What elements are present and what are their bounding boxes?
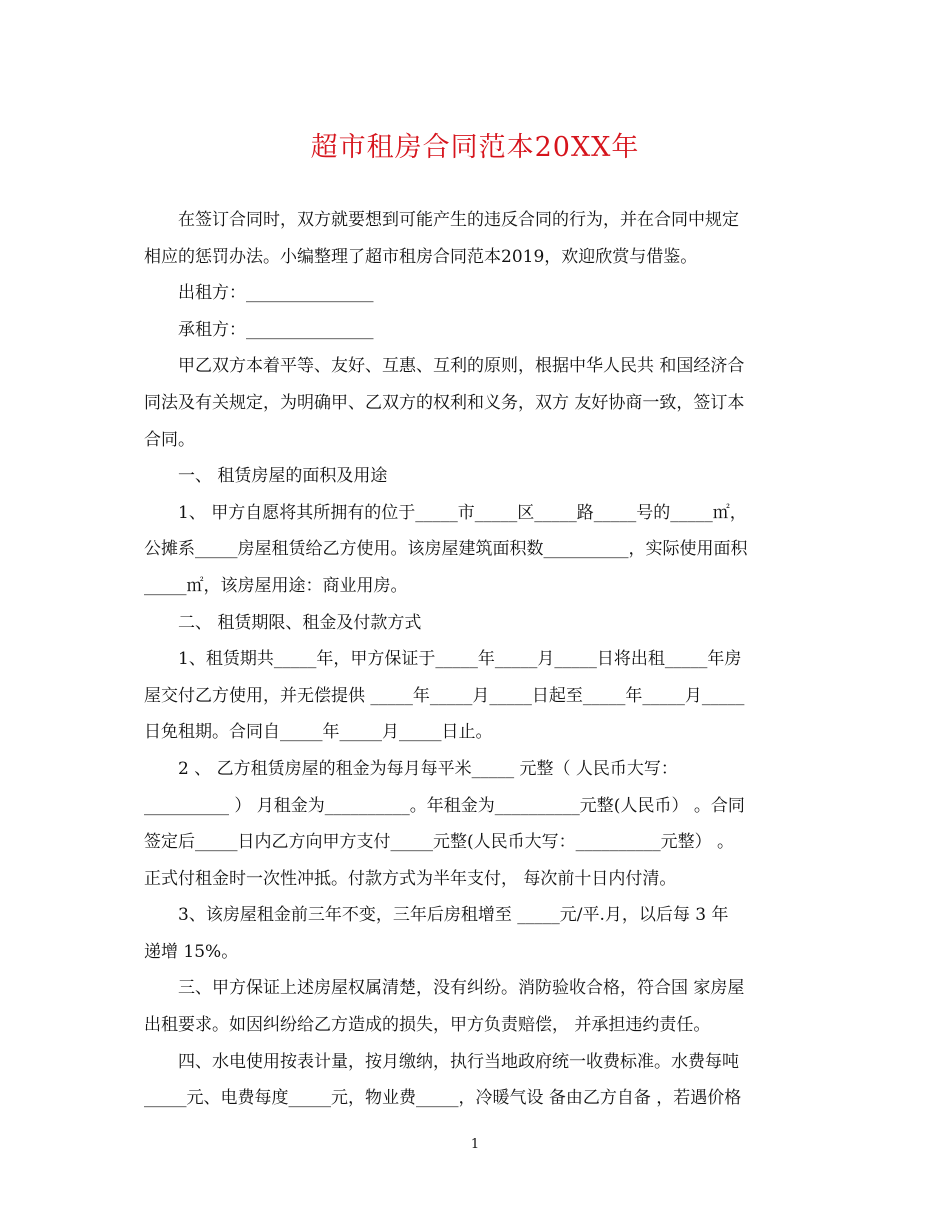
page-title: 超市租房合同范本20XX年 xyxy=(310,132,640,163)
paragraph-line: 承租方：_______________ xyxy=(178,319,374,340)
document-body xyxy=(144,202,808,1117)
paragraph-line: _____元、电费每度_____元，物业费_____，冷暖气设 备由乙方自备 ，若遇价格 xyxy=(144,1088,742,1109)
paragraph-line: 二、 租赁期限、租金及付款方式 xyxy=(178,612,422,633)
paragraph-line: 四、水电使用按表计量，按月缴纳，执行当地政府统一收费标准。水费每吨 xyxy=(178,1051,739,1072)
paragraph-line: 1、租赁期共_____年，甲方保证于_____年_____月_____日将出租_____年房 xyxy=(178,649,742,670)
paragraph xyxy=(144,495,808,605)
paragraph xyxy=(144,751,808,897)
paragraph xyxy=(144,897,808,970)
paragraph-line: 日免租期。合同自_____年_____月_____日止。 xyxy=(144,722,493,743)
paragraph-line: 3、该房屋租金前三年不变，三年后房租增至 _____元/平.月，以后每 3 年 xyxy=(178,905,729,926)
paragraph-line: 正式付租金时一次性冲抵。付款方式为半年支付， 每次前十日内付清。 xyxy=(144,868,677,889)
paragraph-line: 签定后_____日内乙方向甲方支付_____元整(人民币大写：__________元整） 。 xyxy=(144,832,735,853)
paragraph xyxy=(144,312,808,349)
paragraph-line: 公摊系_____房屋租赁给乙方使用。该房屋建筑面积数__________，实际使用面积 xyxy=(144,539,748,560)
paragraph-line: 在签订合同时，双方就要想到可能产生的违反合同的行为，并在合同中规定 xyxy=(178,210,739,230)
paragraph xyxy=(144,970,808,1043)
paragraph-line: 一、 租赁房屋的面积及用途 xyxy=(178,466,388,487)
paragraph-line: 屋交付乙方使用，并无偿提供 _____年_____月_____日起至_____年_____月_____ xyxy=(144,685,745,706)
paragraph xyxy=(144,1044,808,1117)
paragraph xyxy=(144,641,808,751)
paragraph-line: 2 、 乙方租赁房屋的租金为每月每平米_____ 元整（ 人民币大写： xyxy=(178,758,678,779)
paragraph-line: 甲乙双方本着平等、友好、互惠、互利的原则，根据中华人民共 和国经济合 xyxy=(178,356,745,377)
paragraph-line: 出租要求。如因纠纷给乙方造成的损失，甲方负责赔偿， 并承担违约责任。 xyxy=(144,1015,711,1036)
page-number: 1 xyxy=(470,1137,480,1152)
paragraph-line: 1、 甲方自愿将其所拥有的位于_____市_____区_____路_____号的_____㎡， xyxy=(178,502,747,523)
paragraph-line: _____㎡，该房屋用途：商业用房。 xyxy=(144,575,408,596)
paragraph xyxy=(144,348,808,458)
paragraph xyxy=(144,605,808,642)
paragraph-line: 合同。 xyxy=(144,429,195,450)
paragraph-line: 相应的惩罚办法。小编整理了超市租房合同范本2019，欢迎欣赏与借鉴。 xyxy=(144,246,698,267)
paragraph-line: 三、甲方保证上述房屋权属清楚，没有纠纷。消防验收合格，符合国 家房屋 xyxy=(178,978,745,999)
paragraph xyxy=(144,458,808,495)
paragraph-line: __________ ） 月租金为__________。年租金为__________元整(人民币） 。合同 xyxy=(144,795,745,816)
paragraph xyxy=(144,202,808,275)
paragraph-line: 递增 15%。 xyxy=(144,941,239,962)
paragraph xyxy=(144,275,808,312)
paragraph-line: 同法及有关规定，为明确甲、乙双方的权利和义务，双方 友好协商一致，签订本 xyxy=(144,392,745,413)
paragraph-line: 出租方：_______________ xyxy=(178,283,374,304)
